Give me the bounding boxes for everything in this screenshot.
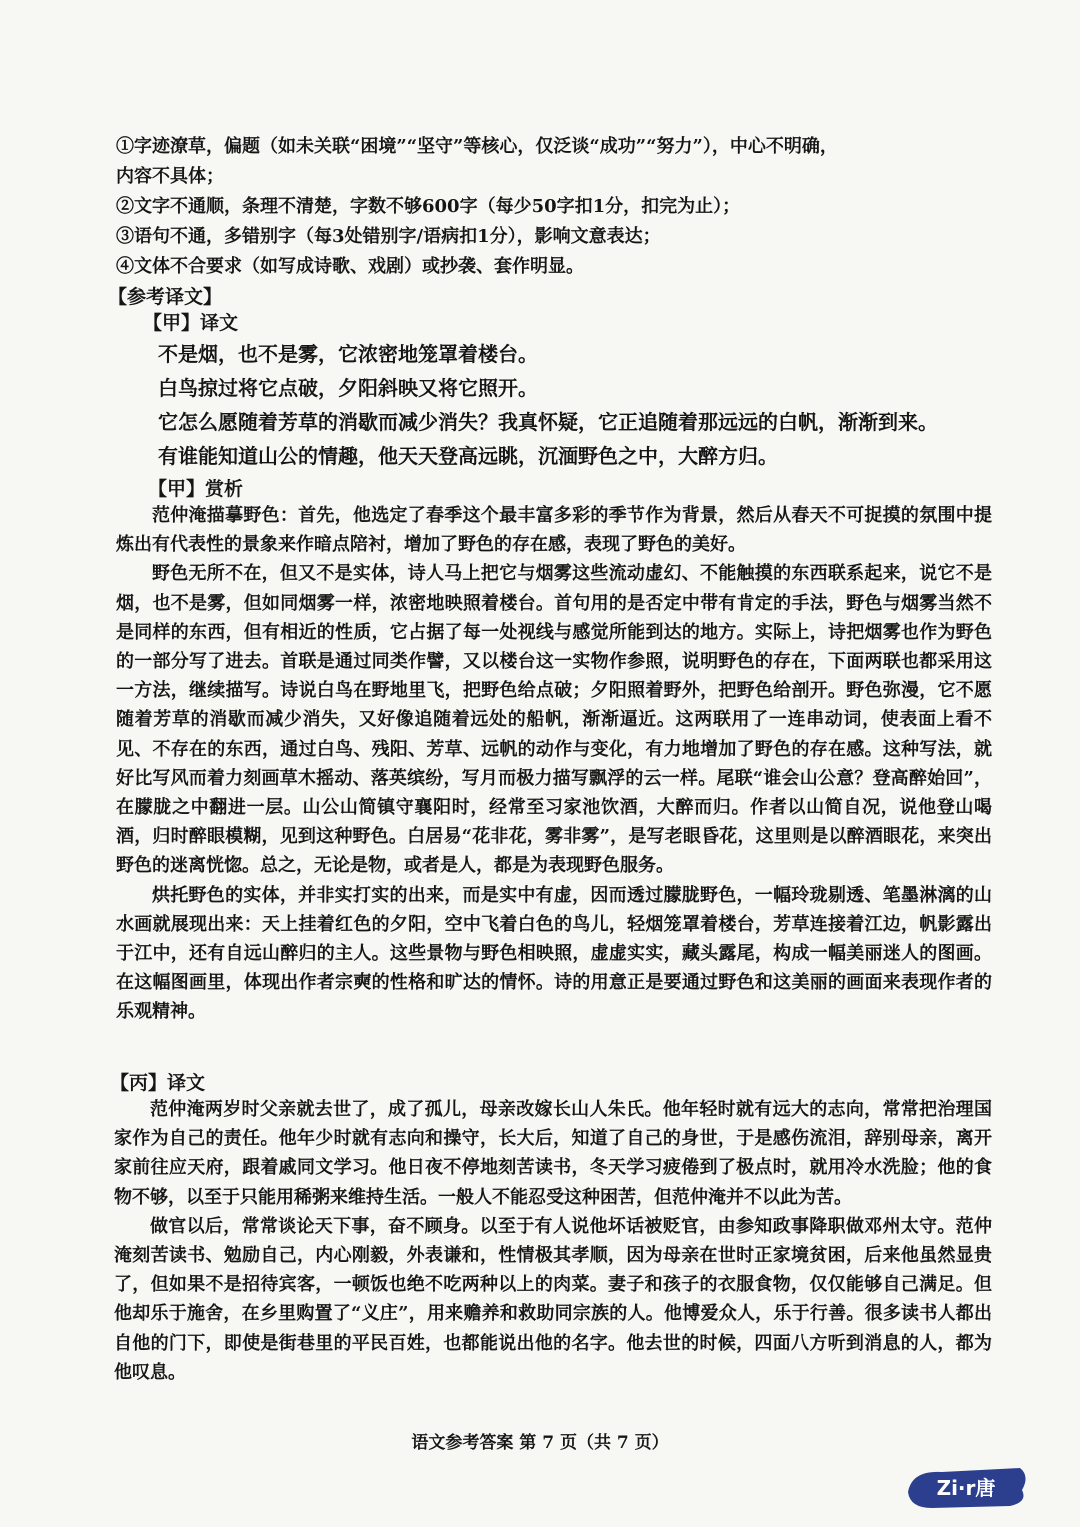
- analysis-paragraph: 烘托野色的实体，并非实打实的出来，而是实中有虚，因而透过朦胧野色，一幅玲珑剔透、笔墨淋漓的山水画就展现出来：天上挂着红色的夕阳，空中飞着白色的鸟儿，轻烟笼罩着楼台，芳草连接着江边，帆影露出于江中，还有自远山醉归的主人。这些景物与野色相映照，虚虚实实，藏头露尾，构成一幅美丽迷人的图画。在这幅图画里，体现出作者宗奭的性格和旷达的情怀。诗的用意正是要通过野色和这美丽的画面来表现作者的乐观精神。: [116, 884, 992, 1023]
- poem-line: 不是烟，也不是雾，它浓密地笼罩着楼台。: [158, 342, 538, 366]
- bing-paragraph: 做官以后，常常谈论天下事，奋不顾身。以至于有人说他坏话被贬官，由参知政事降职做邓州太守。范仲淹刻苦读书、勉励自己，内心刚毅，外表谦和，性情极其孝顺，因为母亲在世时正家境贫困，后来他虽然显贵了，但如果不是招待宾客，一顿饭也绝不吃两种以上的肉菜。妻子和孩子的衣服食物，仅仅能够自己满足。但他却乐于施舍，在乡里购置了“义庄”，用来赡养和救助同宗族的人。他博爱众人，乐于行善。很多读书人都出自他的门下，即使是街巷里的平民百姓，也都能说出他的名字。他去世的时候，四面八方听到消息的人，都为他叹息。: [114, 1215, 992, 1383]
- criteria-item-4: ④文体不合要求（如写成诗歌、戏剧）或抄袭、套作明显。: [116, 256, 584, 277]
- jia-analysis-header: 【甲】赏析: [148, 478, 244, 500]
- brush-logo-icon: [902, 1462, 1032, 1512]
- criteria-item-2: ②文字不通顺，条理不清楚，字数不够600字（每少50字扣1分，扣完为止）；: [116, 196, 741, 217]
- criteria-item-1: ①字迹潦草，偏题（如未关联“困境”“坚守”等核心，仅泛谈“成功”“努力”），中心不明确，: [116, 136, 838, 157]
- poem-translation: [158, 337, 1038, 473]
- poem-line: 白鸟掠过将它点破，夕阳斜映又将它照开。: [158, 376, 538, 400]
- analysis-paragraph: 范仲淹描摹野色：首先，他选定了春季这个最丰富多彩的季节作为背景，然后从春天不可捉摸的氛围中提炼出有代表性的景象来作暗点陪衬，增加了野色的存在感，表现了野色的美好。: [116, 505, 992, 556]
- watermark-logo: [902, 1462, 1032, 1512]
- criteria-item-1-cont: 内容不具体；: [116, 166, 224, 187]
- bing-paragraph: 范仲淹两岁时父亲就去世了，成了孤儿，母亲改嫁长山人朱氏。他年轻时就有远大的志向，常常把治理国家作为自己的责任。他年少时就有志向和操守，长大后，知道了自己的身世，于是感伤流泪，辞别母亲，离开家前往应天府，跟着戚同文学习。他日夜不停地刻苦读书，冬天学习疲倦到了极点时，就用冷水洗脸；他的食物不够，以至于只能用稀粥来维持生活。一般人不能忍受这种困苦，但范仲淹并不以此为苦。: [114, 1099, 992, 1208]
- criteria-item-3: ③语句不通，多错别字（每3处错别字/语病扣1分），影响文意表达；: [116, 226, 661, 247]
- bing-translation-header: 【丙】译文: [110, 1072, 206, 1094]
- analysis-text: [116, 501, 992, 1027]
- poem-line: 它怎么愿随着芳草的消歇而减少消失？我真怀疑，它正追随着那远远的白帆，渐渐到来。: [158, 410, 938, 434]
- logo-text: Zi·r唐: [936, 1476, 996, 1500]
- jia-translation-header: 【甲】译文: [143, 312, 239, 334]
- bing-translation-text: [114, 1095, 992, 1387]
- page-footer: 语文参考答案 第 7 页（共 7 页）: [411, 1433, 669, 1453]
- poem-line: 有谁能知道山公的情趣，他天天登高远眺，沉湎野色之中，大醉方归。: [158, 444, 778, 468]
- analysis-paragraph: 野色无所不在，但又不是实体，诗人马上把它与烟雾这些流动虚幻、不能触摸的东西联系起来，说它不是烟，也不是雾，但如同烟雾一样，浓密地映照着楼台。首句用的是否定中带有肯定的手法，野色与烟雾当然不是同样的东西，但有相近的性质，它占据了每一处视线与感觉所能到达的地方。实际上，诗把烟雾也作为野色的一部分写了进去。首联是通过同类作譬，又以楼台这一实物作参照，说明野色的存在，下面两联也都采用这一方法，继续描写。诗说白鸟在野地里飞，把野色给点破；夕阳照着野外，把野色给剖开。野色弥漫，它不愿随着芳草的消歇而减少消失，又好像追随着远处的船帆，渐渐逼近。这两联用了一连串动词，使表面上看不见、不存在的东西，通过白鸟、残阳、芳草、远帆的动作与变化，有力地增加了野色的存在感。这种写法，就好比写风而着力刻画草木摇动、落英缤纷，写月而极力描写飘浮的云一样。尾联“谁会山公意？登高醉始回”，在朦胧之中翻进一层。山公山简镇守襄阳时，经常至习家池饮酒，大醉而归。作者以山简自况，说他登山喝酒，归时醉眼模糊，见到这种野色。白居易“花非花，雾非雾”，是写老眼昏花，这里则是以醉酒眼花，来突出野色的迷离恍惚。总之，无论是物，或者是人，都是为表现野色服务。: [116, 563, 992, 877]
- scoring-criteria: [116, 132, 996, 282]
- reference-translation-header: 【参考译文】: [108, 286, 223, 308]
